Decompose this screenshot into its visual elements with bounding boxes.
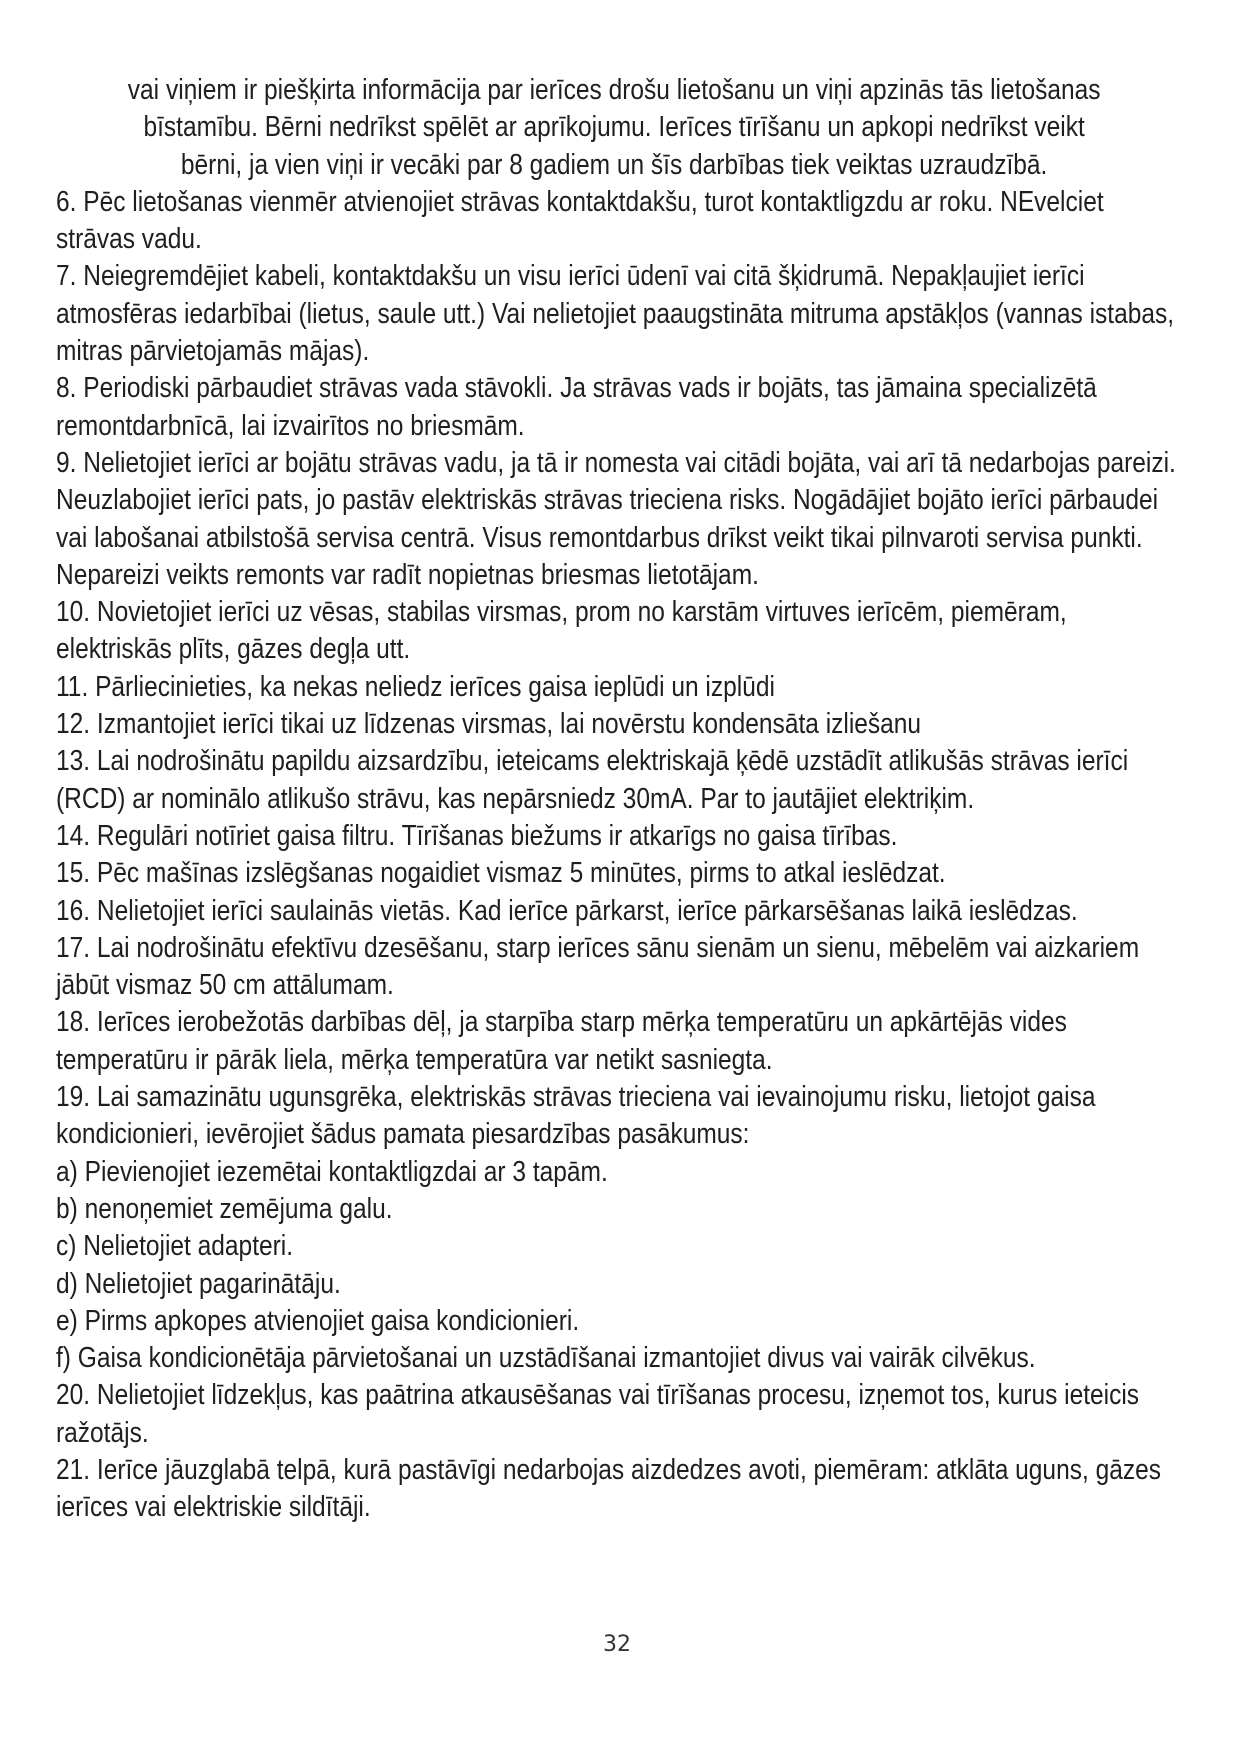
list-item: 13. Lai nodrošinātu papildu aizsardzību, ieteicams elektriskajā ķēdē uzstādīt atlikušās strāvas ierīci (RCD) ar nominālo atlikušo strāvu, kas nepārsniedz 30mA. Par to jautājiet elektriķim. — [56, 745, 1129, 815]
list-item: 20. Nelietojiet līdzekļus, kas paātrina atkausēšanas vai tīrīšanas procesu, izņemot tos, kurus ieteicis ražotājs. — [56, 1379, 1140, 1449]
list-item: 8. Periodiski pārbaudiet strāvas vada stāvokli. Ja strāvas vads ir bojāts, tas jāmaina specializētā remontdarbnīcā, lai izvairītos no briesmām. — [56, 372, 1097, 442]
list-item: a) Pievienojiet iezemētai kontaktligzdai ar 3 tapām. — [56, 1155, 608, 1188]
list-item: 21. Ierīce jāuzglabā telpā, kurā pastāvīgi nedarbojas aizdedzes avoti, piemēram: atklāta uguns, gāzes ierīces vai elektriskie sildītāji. — [56, 1453, 1161, 1524]
list-item: 9. Nelietojiet ierīci ar bojātu strāvas vadu, ja tā ir nomesta vai citādi bojāta, vai arī tā nedarbojas pareizi. Neuzlabojiet ierīci pats, jo pastāv elektriskās strāvas trieciena risks. Nogādājiet bojāto ierīci pārbaudei vai labošanai atbilstošā servisa centrā. Visus remontdarbus drīkst veikt tikai pilnvaroti servisa punkti. Nepareizi veikts remonts var radīt nopietnas briesmas lietotājam. — [56, 446, 1176, 591]
list-item: 18. Ierīces ierobežotās darbības dēļ, ja starpība starp mērķa temperatūru un apkārtējās vides temperatūru ir pārāk liela, mērķa temperatūra var netikt sasniegta. — [56, 1006, 1067, 1076]
intro-line: bērni, ja vien viņi ir vecāki par 8 gadiem un šīs darbības tiek veiktas uzraudzībā. — [180, 148, 1048, 181]
intro-line: vai viņiem ir piešķirta informācija par ierīces drošu lietošanu un viņi apzinās tās lietošanas — [127, 74, 1101, 106]
list-item: 17. Lai nodrošinātu efektīvu dzesēšanu, starp ierīces sānu sienām un sienu, mēbelēm vai aizkariem jābūt vismaz 50 cm attālumam. — [56, 931, 1140, 1002]
safety-list — [56, 184, 1186, 1527]
list-item: 15. Pēc mašīnas izslēgšanas nogaidiet vismaz 5 minūtes, pirms to atkal ieslēdzat. — [56, 857, 946, 890]
list-item: e) Pirms apkopes atvienojiet gaisa kondicionieri. — [56, 1304, 580, 1337]
list-item: f) Gaisa kondicionētāja pārvietošanai un uzstādīšanai izmantojiet divus vai vairāk cilvēkus. — [56, 1342, 1036, 1375]
list-item: c) Nelietojiet adapteri. — [56, 1230, 294, 1263]
list-item: 14. Regulāri notīriet gaisa filtru. Tīrīšanas biežums ir atkarīgs no gaisa tīrības. — [56, 819, 898, 852]
list-item: 12. Izmantojiet ierīci tikai uz līdzenas virsmas, lai novērstu kondensāta izliešanu — [56, 708, 922, 741]
intro-paragraph — [49, 72, 1179, 184]
list-item: 7. Neiegremdējiet kabeli, kontaktdakšu un visu ierīci ūdenī vai citā šķidrumā. Nepakļaujiet ierīci atmosfēras iedarbībai (lietus, saule utt.) Vai nelietojiet paaugstināta mitruma apstākļos (vannas istabas, mitras pārvietojamās mājas). — [56, 260, 1175, 368]
list-item: 11. Pārliecinieties, ka nekas neliedz ierīces gaisa ieplūdi un izplūdi — [56, 670, 775, 703]
list-item: 10. Novietojiet ierīci uz vēsas, stabilas virsmas, prom no karstām virtuves ierīcēm, piemēram, elektriskās plīts, gāzes degļa utt. — [56, 596, 1067, 666]
list-item: 19. Lai samazinātu ugunsgrēka, elektriskās strāvas trieciena vai ievainojumu risku, lietojot gaisa kondicionieri, ievērojiet šādus pamata piesardzības pasākumus: — [56, 1081, 1096, 1151]
intro-line: bīstamību. Bērni nedrīkst spēlēt ar aprīkojumu. Ierīces tīrīšanu un apkopi nedrīkst veikt — [143, 111, 1085, 144]
list-item: d) Nelietojiet pagarinātāju. — [56, 1267, 341, 1300]
list-item: 16. Nelietojiet ierīci saulainās vietās. Kad ierīce pārkarst, ierīce pārkarsēšanas laikā ieslēdzas. — [56, 894, 1078, 927]
list-item: b) nenoņemiet zemējuma galu. — [56, 1192, 393, 1225]
document-body — [56, 72, 1176, 1527]
list-item: 6. Pēc lietošanas vienmēr atvienojiet strāvas kontaktdakšu, turot kontaktligzdu ar roku. NEvelciet strāvas vadu. — [56, 185, 1104, 256]
page-number: 32 — [603, 1632, 631, 1657]
